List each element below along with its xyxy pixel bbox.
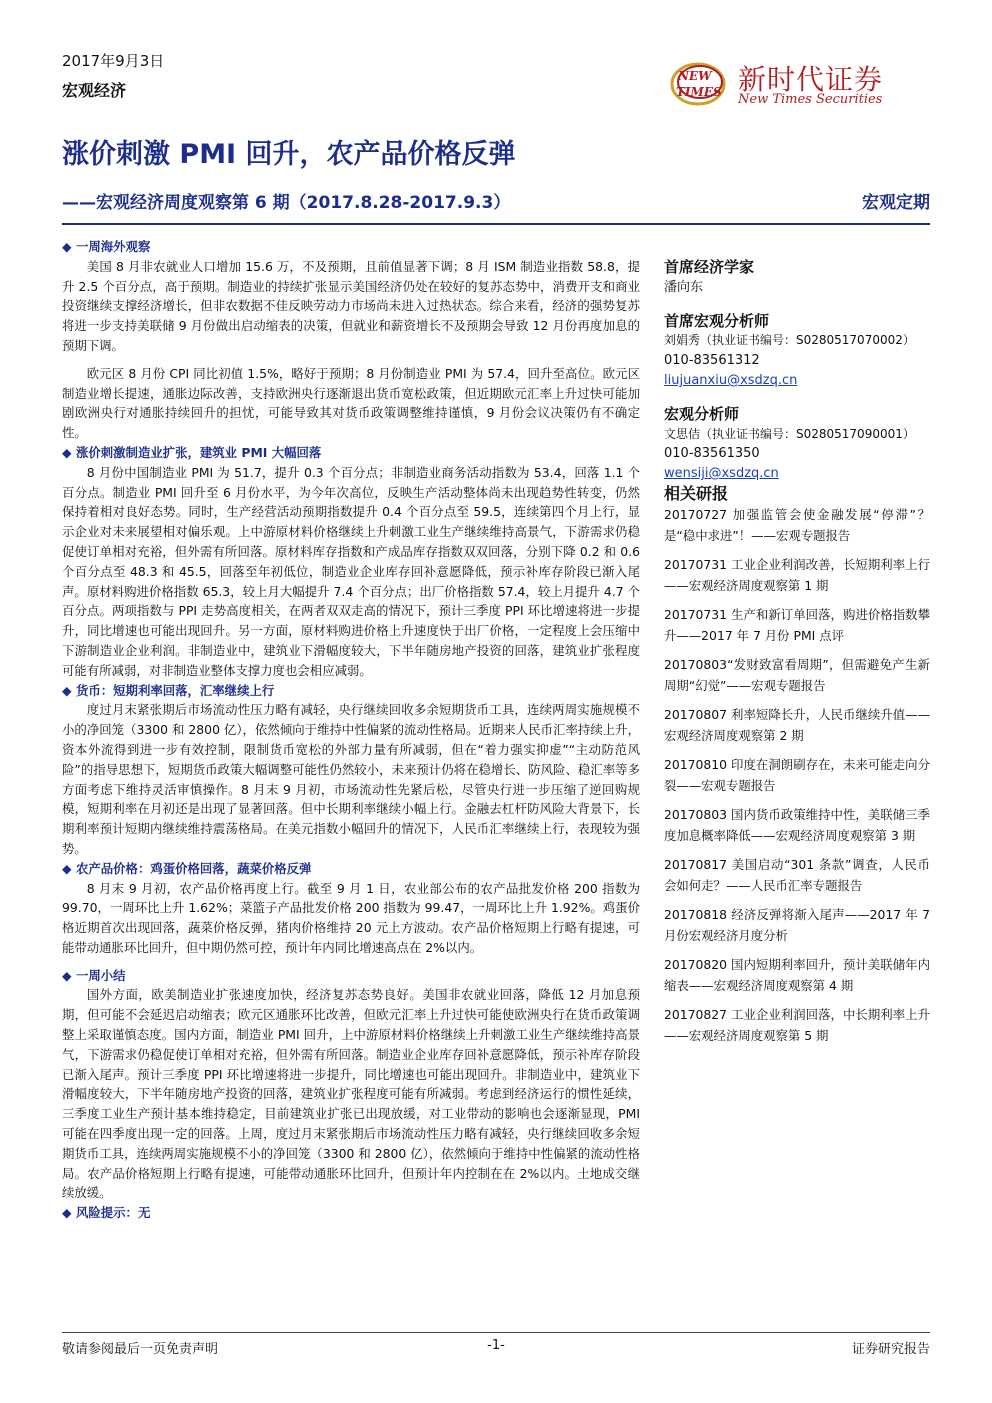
chief-macro-name: 刘娟秀（执业证书编号：S0280517070002） [664, 333, 915, 348]
main-content [62, 237, 640, 1223]
related-report-item: 20170803 国内货币政策维持中性，美联储三季度加息概率降低——宏观经济周度观察第 3 期 [664, 806, 930, 843]
related-report-item: 20170820 国内短期利率回升，预计美联储年内缩表——宏观经济周度观察第 4 期 [664, 956, 930, 993]
macro-analyst-title: 宏观分析师 [664, 404, 740, 423]
paragraph: 欧元区 8 月份 CPI 同比初值 1.5%，略好于预期；8 月份制造业 PMI 为 57.4，回升至高位。欧元区制造业增长提速，通胀边际改善，支持欧洲央行逐渐退出货币宽松政策，但近期欧元汇率上升过快可能加剧欧洲央行对通胀持续回升的担忧，可能导致其对货币政策调整维持谨慎，9 月份会议决策仍有不确定性。 [62, 365, 640, 441]
svg-text:TIMES: TIMES [676, 85, 722, 99]
section-heading: ◆ 一周海外观察 [62, 237, 640, 257]
paragraph: 国外方面，欧美制造业扩张速度加快，经济复苏态势良好。美国非农就业回落，降低 12 月加息预期，但可能不会延迟启动缩表；欧元区通胀环比改善，但欧元汇率上升过快可能使欧洲央行在货币政策调整上采取谨慎态度。国内方面，制造业 PMI 回升，上中游原材料价格继续上升刺激工业生产继续维持高景气，下游需求仍稳促使订单相对充裕，但外需有所回落。制造业企业库存回补意愿降低，预示补库存阶段已渐入尾声。预计三季度 PPI 环比增速将进一步提升，同比增速也可能出现回升。非制造业中，建筑业下滑幅度较大，下半年随房地产投资的回落，建筑业扩张程度可能有所减弱。考虑到经济运行的惯性延续，三季度工业生产预计基本维持稳定，目前建筑业扩张已出现放缓，对工业带动的影响也会逐渐显现，PMI 可能在四季度出现一定的回落。上周，度过月末紧张期后市场流动性压力略有减轻，央行继续回收多余短期货币工具，连续两周实施规模不小的净回笼（3300 和 2800 亿），依然倾向于维持中性偏紧的流动性格局。农产品价格短期上行略有提速，可能带动通胀环比回升，但预计年内控制在在 2%以内。土地成交继续放缓。 [62, 987, 640, 1201]
section-heading: ◆ 涨价刺激制造业扩张，建筑业 PMI 大幅回落 [62, 443, 640, 463]
footer-disclaimer: 敬请参阅最后一页免责声明 [62, 1342, 219, 1357]
report-type: 宏观定期 [862, 193, 930, 213]
macro-analyst-phone: 010-83561350 [664, 446, 760, 462]
related-report-item: 20170803“发财致富看周期”，但需避免产生新周期“幻觉”——宏观专题报告 [664, 656, 930, 693]
report-category: 宏观经济 [62, 81, 127, 100]
related-report-item: 20170731 工业企业利润改善，长短期利率上行——宏观经济周度观察第 1 期 [664, 556, 930, 593]
chief-macro-phone: 010-83561312 [664, 353, 760, 369]
section-heading: ◆ 风险提示：无 [62, 1203, 640, 1223]
related-report-item: 20170827 工业企业利润回落，中长期利率上升——宏观经济周度观察第 5 期 [664, 1006, 930, 1043]
company-logo [668, 56, 930, 112]
report-title: 涨价刺激 PMI 回升，农产品价格反弹 [62, 139, 516, 170]
diamond-bullet-icon: ◆ [62, 967, 72, 983]
chief-economist-name: 潘向东 [664, 279, 704, 295]
section-heading: ◆ 货币：短期利率回落，汇率继续上行 [62, 681, 640, 701]
chief-macro-title: 首席宏观分析师 [664, 311, 770, 330]
related-report-item: 20170727 加强监管会使金融发展“停滞”？是“稳中求进”！——宏观专题报告 [664, 506, 930, 543]
diamond-bullet-icon: ◆ [62, 239, 72, 254]
sidebar [664, 258, 930, 1054]
related-reports-title: 相关研报 [664, 483, 729, 503]
macro-analyst-name: 文思佶（执业证书编号：S0280517090001） [664, 426, 915, 441]
logo-chinese-name: 新时代证券 [738, 63, 884, 96]
related-report-item: 20170818 经济反弹将渐入尾声——2017 年 7 月份宏观经济月度分析 [664, 906, 930, 943]
related-report-item: 20170817 美国启动“301 条款”调查，人民币会如何走？——人民币汇率专题报告 [664, 856, 930, 893]
chief-macro-email-link[interactable]: liujuanxiu@xsdzq.cn [664, 372, 798, 388]
report-date: 2017年9月3日 [62, 52, 165, 70]
diamond-bullet-icon: ◆ [62, 860, 72, 876]
diamond-bullet-icon: ◆ [62, 444, 72, 460]
chief-economist-title: 首席经济学家 [664, 258, 755, 276]
svg-text:NEW: NEW [678, 69, 712, 83]
macro-analyst-email-link[interactable]: wensiji@xsdzq.cn [664, 466, 779, 482]
logo-english-name: New Times Securities [738, 92, 883, 107]
section-heading: ◆ 一周小结 [62, 966, 640, 986]
paragraph: 8 月末 9 月初，农产品价格再度上行。截至 9 月 1 日，农业部公布的农产品批发价格 200 指数为 99.70，一周环比上升 1.62%；菜篮子产品批发价格 200 指数为 99.47，一周环比上升 1.92%。鸡蛋价格近期首次出现回落，蔬菜价格反弹，猪肉价格维持 20 元上方波动。农产品价格短期上行略有提速，可能带动通胀环比回升，但中期仍然可控，预计年内同比增速高点在 2%以内。 [62, 880, 640, 955]
paragraph: 度过月末紧张期后市场流动性压力略有减轻，央行继续回收多余短期货币工具，连续两周实施规模不小的净回笼（3300 和 2800 亿），依然倾向于维持中性偏紧的流动性格局。近期来人民币汇率持续上升，资本外流得到进一步有效控制，限制货币宽松的外部力量有所减弱，但在“着力强实抑虚”“主动防范风险”的指导思想下，短期货币政策大幅调整可能性仍然较小，未来预计仍将在稳增长、防风险、稳汇率等多方面考虑下维持灵活审慎操作。8 月末 9 月初，市场流动性先紧后松，尽管央行进一步压缩了逆回购规模，短期利率在月初还是出现了显著回落。但中长期利率继续小幅上行。金融去杠杆防风险大背景下，长期利率预计短期内继续维持震荡格局。在美元指数小幅回升的情况下，人民币汇率继续上行，表现较为强势。 [62, 702, 640, 856]
new-times-logo-icon [668, 56, 732, 112]
related-reports-list [664, 504, 930, 1046]
diamond-bullet-icon: ◆ [62, 1205, 72, 1221]
related-report-item: 20170810 印度在洞朗刷存在，未来可能走向分裂——宏观专题报告 [664, 756, 930, 793]
paragraph: 8 月份中国制造业 PMI 为 51.7，提升 0.3 个百分点；非制造业商务活动指数为 53.4，回落 1.1 个百分点。制造业 PMI 回升至 6 月份水平，为今年次高位，反映生产活动整体尚未出现趋势性转变，仍然保持着相对良好态势。同时，生产经营活动预期指数提升 0.4 个百分点至 59.5，连续第四个月上行，显示企业对未来展望相对偏乐观。上中游原材料价格继续上升刺激工业生产继续维持高景气，下游需求仍稳促使订单相对充裕，但外需有所回落。原材料库存指数和产成品库存指数双双回落，分别下降 0.2 和 0.6 个百分点至 48.3 和 45.5，回落至年初低位，制造业企业库存回补意愿降低，预示补库存阶段已渐入尾声。原材料购进价格指数 65.3，较上月大幅提升 7.4 个百分点；出厂价格指数 57.4，较上月提升 4.7 个百分点。两项指数与 PPI 走势高度相关，在两者双双走高的情况下，预计三季度 PPI 环比增速将进一步提升，同比增速也可能出现回升。另一方面，原材料购进价格上升速度快于出厂价格，一定程度上会压缩中下游制造业企业利润。非制造业中，建筑业下滑幅度较大，下半年随房地产投资的回落，建筑业扩张程度可能有所减弱，对非制造业整体支撑力度也会相应减弱。 [62, 464, 640, 678]
section-heading: ◆ 农产品价格：鸡蛋价格回落，蔬菜价格反弹 [62, 859, 640, 879]
paragraph: 美国 8 月非农就业人口增加 15.6 万，不及预期，且前值显著下调；8 月 ISM 制造业指数 58.8，提升 2.5 个百分点，高于预期。制造业的持续扩张显示美国经济仍处在较好的复苏态势中，消费开支和商业投资继续支撑经济增长，但非农数据不佳反映劳动力市场尚未进入过热状态。综合来看，经济的强势复苏将进一步支持美联储 9 月份做出启动缩表的决策，但就业和薪资增长不及预期会导致 12 月份再度加息的预期下调。 [62, 258, 640, 353]
header-divider [62, 223, 930, 225]
related-report-item: 20170807 利率短降长升，人民币继续升值——宏观经济周度观察第 2 期 [664, 706, 930, 743]
footer-report-label: 证券研究报告 [851, 1342, 930, 1357]
related-report-item: 20170731 生产和新订单回落，购进价格指数攀升——2017 年 7 月份 PMI 点评 [664, 606, 930, 643]
diamond-bullet-icon: ◆ [62, 682, 72, 698]
report-subtitle: ——宏观经济周度观察第 6 期（2017.8.28-2017.9.3） [62, 193, 511, 213]
page-number: -1- [487, 1338, 505, 1353]
footer-divider [62, 1332, 930, 1333]
